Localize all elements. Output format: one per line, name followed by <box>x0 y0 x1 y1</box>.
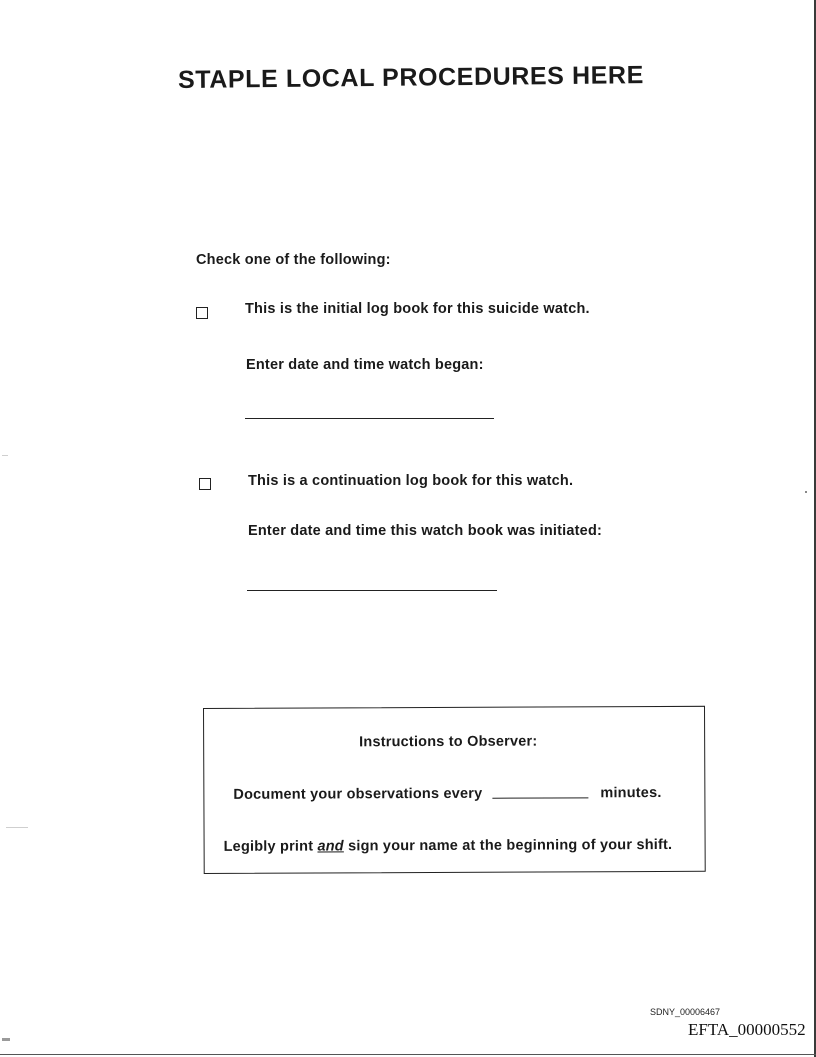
initial-date-prompt: Enter date and time watch began: <box>246 357 484 373</box>
observation-minutes-field[interactable] <box>492 797 588 798</box>
initial-logbook-label: This is the initial log book for this suicide watch. <box>245 301 590 317</box>
scan-artifact <box>6 827 28 828</box>
sign-suffix: sign your name at the beginning of your shift. <box>348 836 673 855</box>
continuation-logbook-label: This is a continuation log book for this watch. <box>248 473 574 489</box>
scan-edge-bottom <box>0 1054 816 1055</box>
initial-logbook-checkbox[interactable] <box>196 307 208 319</box>
observer-instructions-box <box>203 706 706 874</box>
instruction-prompt: Check one of the following: <box>196 252 391 268</box>
sign-name-line <box>224 837 673 855</box>
scan-artifact <box>2 1038 10 1041</box>
bates-number-secondary: EFTA_00000552 <box>688 1020 806 1039</box>
continuation-date-prompt: Enter date and time this watch book was initiated: <box>248 523 603 539</box>
observation-frequency-line <box>233 785 661 803</box>
scan-artifact <box>2 455 8 456</box>
observation-suffix: minutes. <box>600 785 662 802</box>
observation-prefix: Document your observations every <box>233 785 483 803</box>
page-title: STAPLE LOCAL PROCEDURES HERE <box>177 61 645 94</box>
continuation-date-field[interactable] <box>247 590 497 591</box>
bates-number-primary: SDNY_00006467 <box>650 1007 721 1017</box>
continuation-logbook-checkbox[interactable] <box>199 478 211 490</box>
sign-prefix: Legibly print <box>223 838 314 855</box>
instructions-heading: Instructions to Observer: <box>359 733 538 751</box>
initial-date-field[interactable] <box>245 418 494 419</box>
scan-artifact <box>805 491 807 493</box>
sign-emphasis: and <box>317 838 344 855</box>
